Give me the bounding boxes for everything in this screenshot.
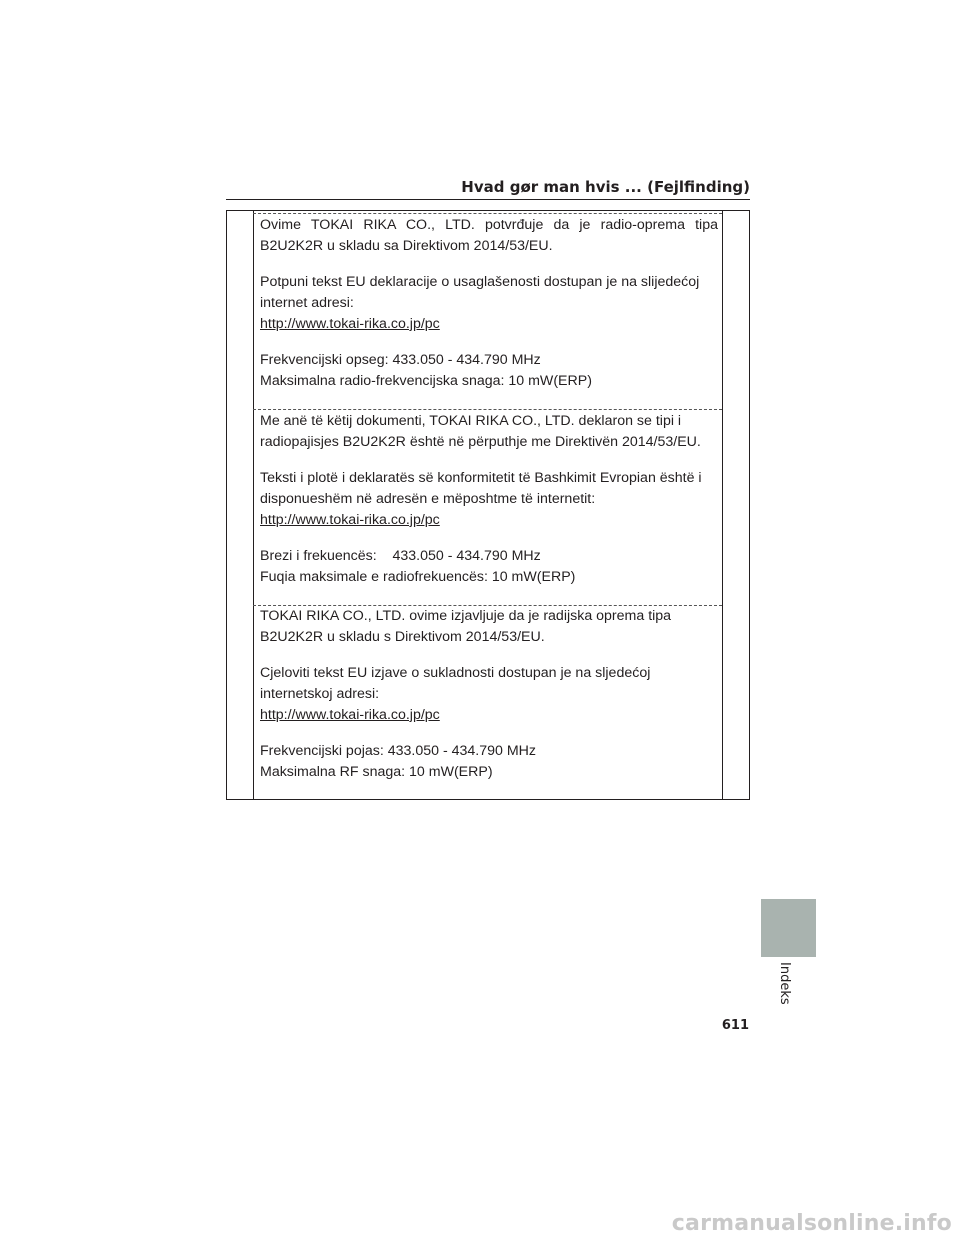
declaration-paragraph: Cjeloviti tekst EU izjave o sukladnosti dostupan je na sljedećoj internetskoj adresi:: [260, 665, 651, 702]
index-side-tab[interactable]: [761, 899, 816, 957]
declaration-paragraph: Teksti i plotë i deklaratës së konformitetit të Bashkimit Evropian është i disponueshëm në adresën e mëposhtme të internetit:: [260, 470, 702, 507]
header-rule: [226, 199, 750, 200]
declaration-paragraph: Me anë të këtij dokumenti, TOKAI RIKA CO., LTD. deklaron se tipi i radiopajisjes B2U2K2R është në përputhje me Direktivën 2014/53/EU.: [260, 413, 701, 450]
declaration-paragraph: Potpuni tekst EU deklaracije o usaglašenosti dostupan je na slijedećoj internet adresi:: [260, 274, 700, 311]
declaration-link[interactable]: http://www.tokai-rika.co.jp/pc: [260, 707, 440, 723]
spec-line: Fuqia maksimale e radiofrekuencës: 10 mW(ERP): [260, 569, 576, 585]
frame-inner-right-line: [722, 210, 723, 800]
declaration-link[interactable]: http://www.tokai-rika.co.jp/pc: [260, 316, 440, 332]
frame-inner-left-line: [253, 210, 254, 800]
spec-line: Frekvencijski pojas: 433.050 - 434.790 MHz: [260, 743, 537, 759]
page-number: 611: [721, 1018, 749, 1033]
declaration-paragraph: TOKAI RIKA CO., LTD. ovime izjavljuje da je radijska oprema tipa B2U2K2R u skladu s Direktivom 2014/53/EU.: [260, 608, 672, 645]
declaration-section-croatian: [260, 606, 718, 783]
declaration-link[interactable]: http://www.tokai-rika.co.jp/pc: [260, 512, 440, 528]
spec-line: Brezi i frekuencës: 433.050 - 434.790 MHz: [260, 548, 541, 564]
spec-line: Maksimalna radio-frekvencijska snaga: 10 mW(ERP): [260, 373, 592, 389]
section-divider-top: [253, 213, 722, 214]
declaration-section-bosnian: [260, 215, 718, 392]
index-side-tab-label: Indeks: [777, 962, 792, 1005]
spec-line: Frekvencijski opseg: 433.050 - 434.790 MHz: [260, 352, 541, 368]
watermark: carmanualsonline.info: [671, 1211, 952, 1236]
declaration-paragraph: Ovime TOKAI RIKA CO., LTD. potvrđuje da je radio-oprema tipa B2U2K2R u skladu sa Direktivom 2014/53/EU.: [260, 217, 718, 254]
spec-line: Maksimalna RF snaga: 10 mW(ERP): [260, 764, 493, 780]
declaration-section-albanian: [260, 411, 718, 588]
section-divider: [253, 409, 722, 410]
page-header-title: Hvad gør man hvis ... (Fejlfinding): [461, 178, 750, 196]
